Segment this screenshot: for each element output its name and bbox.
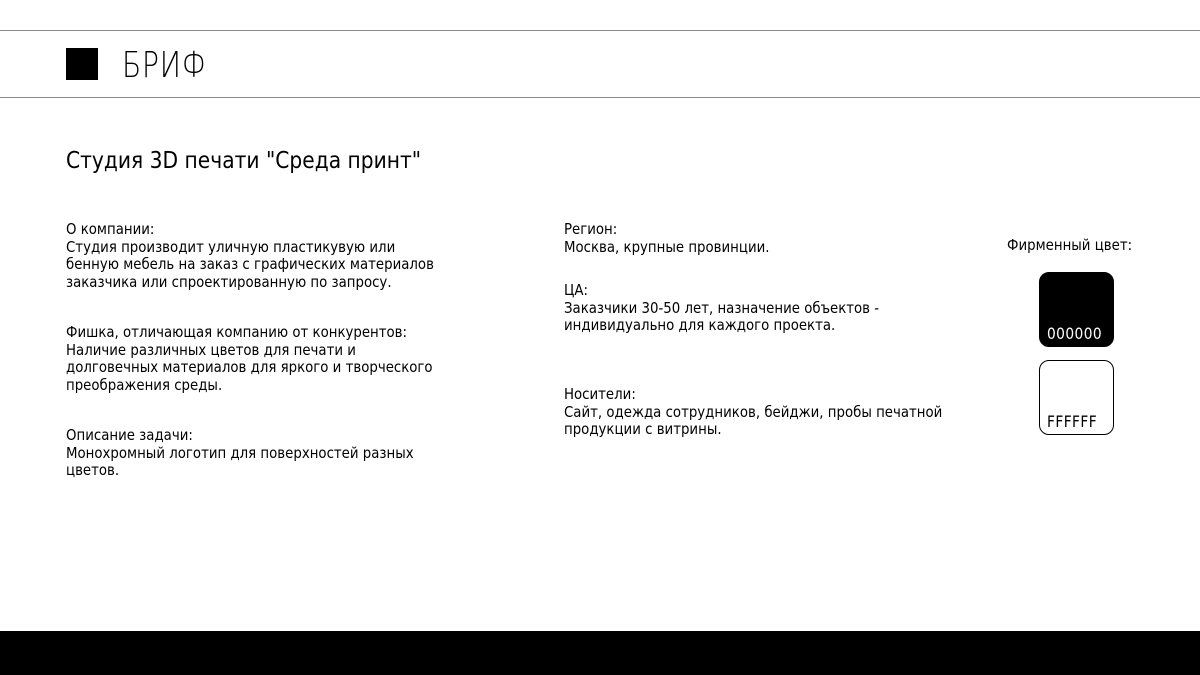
color-code: FFFFFF: [1047, 412, 1098, 431]
task-section: [66, 427, 414, 480]
audience-line: Заказчики 30-50 лет, назначение объектов -: [564, 298, 880, 317]
feature-label: Фишка, отличающая компанию от конкурентов:: [66, 323, 408, 341]
media-line: продукции с витрины.: [564, 420, 722, 438]
task-line: цветов.: [66, 461, 120, 479]
about-line: Студия производит уличную пластикувую или: [66, 237, 396, 256]
page-title: БРИФ: [122, 45, 207, 86]
feature-section: [66, 324, 433, 394]
task-label: Описание задачи:: [66, 426, 193, 444]
region-label: Регион:: [564, 220, 618, 238]
media-section: [564, 386, 942, 439]
header-bottom-divider: [0, 97, 1200, 98]
media-line: Сайт, одежда сотрудников, бейджи, пробы печатной: [564, 402, 943, 421]
audience-label: ЦА:: [564, 281, 588, 299]
task-line: Монохромный логотип для поверхностей разных: [66, 443, 414, 462]
color-swatch-black: [1039, 272, 1114, 347]
about-section: [66, 221, 434, 291]
about-line: бенную мебель на заказ с графических материалов: [66, 255, 434, 273]
media-label: Носители:: [564, 385, 636, 403]
feature-line: Наличие различных цветов для печати и: [66, 340, 356, 359]
about-line: заказчика или спроектированную по запросу.: [66, 272, 392, 291]
feature-line: преображения среды.: [66, 375, 223, 394]
about-label: О компании:: [66, 220, 155, 238]
audience-line: индивидуально для каждого проекта.: [564, 316, 836, 334]
brand-color-label: Фирменный цвет:: [1007, 236, 1133, 254]
footer-band: [0, 631, 1200, 675]
audience-section: [564, 282, 879, 335]
feature-line: долговечных материалов для яркого и творческого: [66, 358, 433, 376]
region-section: [564, 221, 770, 256]
header-square-mark: [66, 48, 98, 80]
company-title: Студия 3D печати "Среда принт": [66, 148, 422, 174]
region-line: Москва, крупные провинции.: [564, 237, 770, 256]
color-code: 000000: [1047, 324, 1103, 343]
color-swatch-white: [1039, 360, 1114, 435]
header-top-divider: [0, 30, 1200, 31]
